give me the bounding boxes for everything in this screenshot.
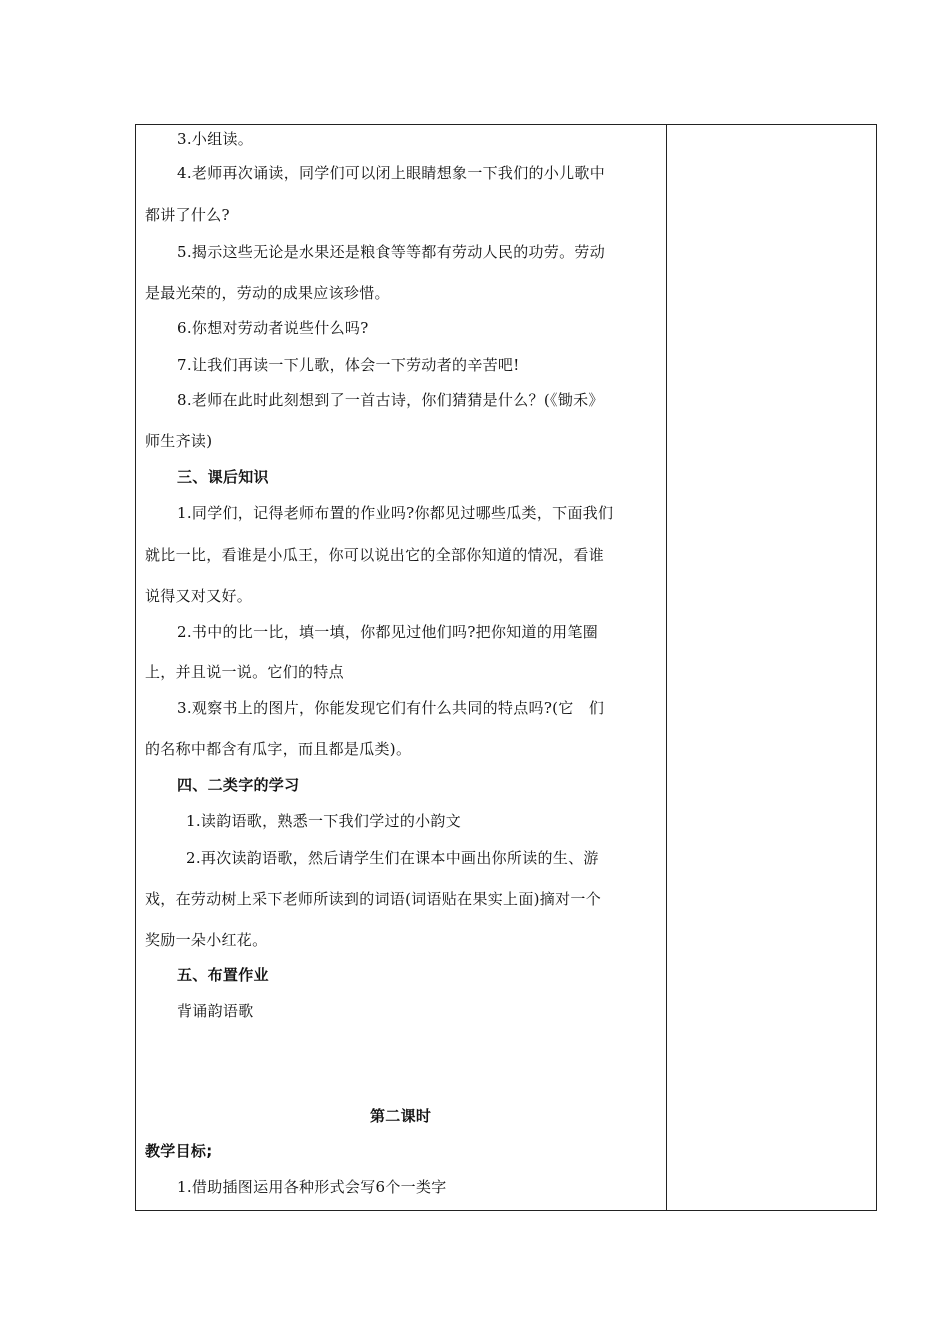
text-line: 5.揭示这些无论是水果还是粮食等等都有劳动人民的功劳。劳动 xyxy=(177,243,606,261)
text-line: 师生齐读) xyxy=(145,432,213,450)
section-heading: 教学目标; xyxy=(145,1142,213,1160)
section-heading: 五、布置作业 xyxy=(177,966,269,984)
text-line: 7.让我们再读一下儿歌，体会一下劳动者的辛苦吧! xyxy=(177,356,520,374)
lesson-title: 第二课时 xyxy=(370,1107,432,1125)
text-line: 奖励一朵小红花。 xyxy=(145,931,268,949)
text-line: 背诵韵语歌 xyxy=(177,1002,254,1020)
text-line: 的名称中都含有瓜字，而且都是瓜类)。 xyxy=(145,740,412,758)
section-heading: 三、课后知识 xyxy=(177,468,269,486)
column-divider xyxy=(666,124,667,1211)
text-line: 2.再次读韵语歌，然后请学生们在课本中画出你所读的生、游 xyxy=(186,849,599,867)
text-line: 1.读韵语歌，熟悉一下我们学过的小韵文 xyxy=(186,812,462,830)
text-line: 6.你想对劳动者说些什么吗? xyxy=(177,319,369,337)
text-line: 就比一比，看谁是小瓜王，你可以说出它的全部你知道的情况，看谁 xyxy=(145,546,605,564)
text-line: 2.书中的比一比，填一填，你都见过他们吗?把你知道的用笔圈 xyxy=(177,623,599,641)
text-line: 戏，在劳动树上采下老师所读到的词语(词语贴在果实上面)摘对一个 xyxy=(145,890,602,908)
text-line: 说得又对又好。 xyxy=(145,587,253,605)
text-line: 4.老师再次诵读，同学们可以闭上眼睛想象一下我们的小儿歌中 xyxy=(177,164,606,182)
text-line: 8.老师在此时此刻想到了一首古诗，你们猜猜是什么？(《锄禾》 xyxy=(177,391,604,409)
text-line: 都讲了什么? xyxy=(145,206,230,224)
text-line: 3.小组读。 xyxy=(177,130,254,148)
text-line: 3.观察书上的图片，你能发现它们有什么共同的特点吗?(它 们 xyxy=(177,699,605,717)
text-line: 是最光荣的，劳动的成果应该珍惜。 xyxy=(145,284,390,302)
text-line: 上，并且说一说。它们的特点 xyxy=(145,663,344,681)
text-line: 1.同学们，记得老师布置的作业吗?你都见过哪些瓜类，下面我们 xyxy=(177,504,614,522)
section-heading: 四、二类字的学习 xyxy=(177,776,300,794)
text-line: 1.借助插图运用各种形式会写6个一类字 xyxy=(177,1178,447,1196)
